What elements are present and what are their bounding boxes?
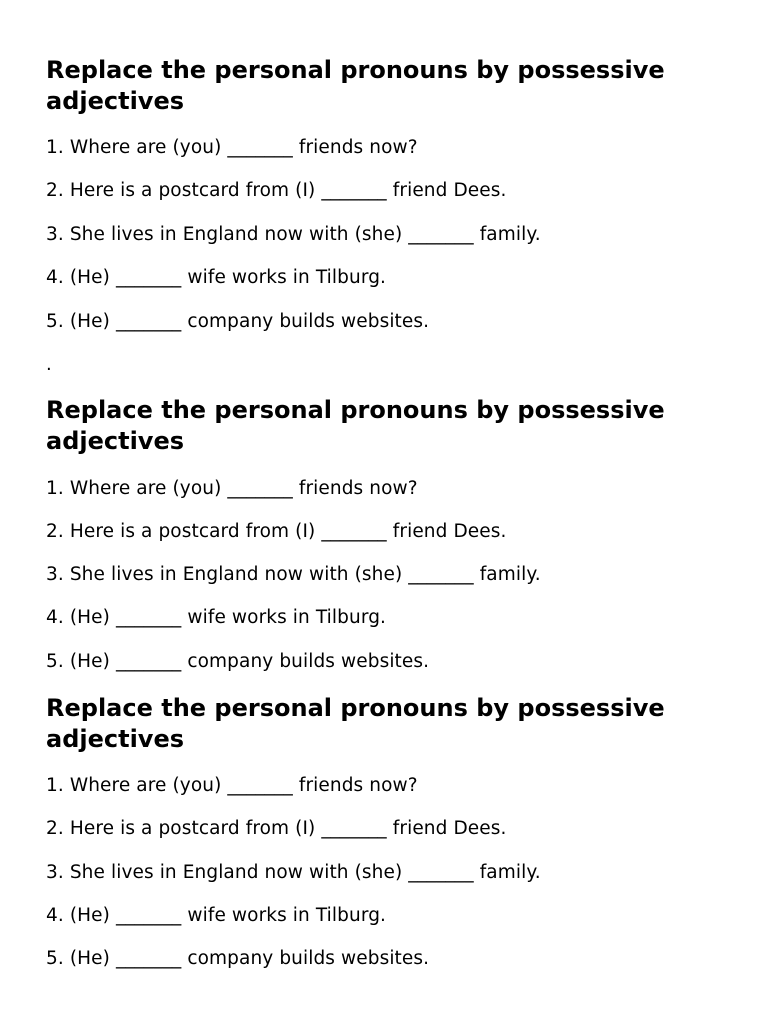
section-3-item-2: 2. Here is a postcard from (I) _______ friend Dees. (46, 818, 507, 839)
section-2-item-5: 5. (He) _______ company builds websites. (46, 651, 430, 672)
section-3-heading-line1: Replace the personal pronouns by possessive (46, 694, 665, 722)
section-1-item-1: 1. Where are (you) _______ friends now? (46, 137, 418, 158)
section-3-heading (46, 693, 746, 755)
section-2-item-2: 2. Here is a postcard from (I) _______ friend Dees. (46, 521, 507, 542)
section-2-item-1: 1. Where are (you) _______ friends now? (46, 478, 418, 499)
section-2-heading-line2: adjectives (46, 427, 185, 455)
section-1-item-3: 3. She lives in England now with (she) _______ family. (46, 224, 541, 245)
section-3-item-3: 3. She lives in England now with (she) _______ family. (46, 862, 541, 883)
section-2-item-3: 3. She lives in England now with (she) _______ family. (46, 564, 541, 585)
section-3-item-4: 4. (He) _______ wife works in Tilburg. (46, 905, 387, 926)
section-1-item-5: 5. (He) _______ company builds websites. (46, 311, 430, 332)
section-2-item-4: 4. (He) _______ wife works in Tilburg. (46, 607, 387, 628)
section-1-item-2: 2. Here is a postcard from (I) _______ friend Dees. (46, 180, 507, 201)
section-2-heading-line1: Replace the personal pronouns by possessive (46, 396, 665, 424)
section-3-item-1: 1. Where are (you) _______ friends now? (46, 775, 418, 796)
section-1-heading (46, 55, 746, 117)
section-3-item-5: 5. (He) _______ company builds websites. (46, 948, 430, 969)
section-1-item-4: 4. (He) _______ wife works in Tilburg. (46, 267, 387, 288)
separator-dot: . (46, 354, 52, 375)
section-1-heading-line2: adjectives (46, 87, 185, 115)
section-2-heading (46, 395, 746, 457)
section-3-heading-line2: adjectives (46, 725, 185, 753)
section-1-heading-line1: Replace the personal pronouns by possessive (46, 56, 665, 84)
